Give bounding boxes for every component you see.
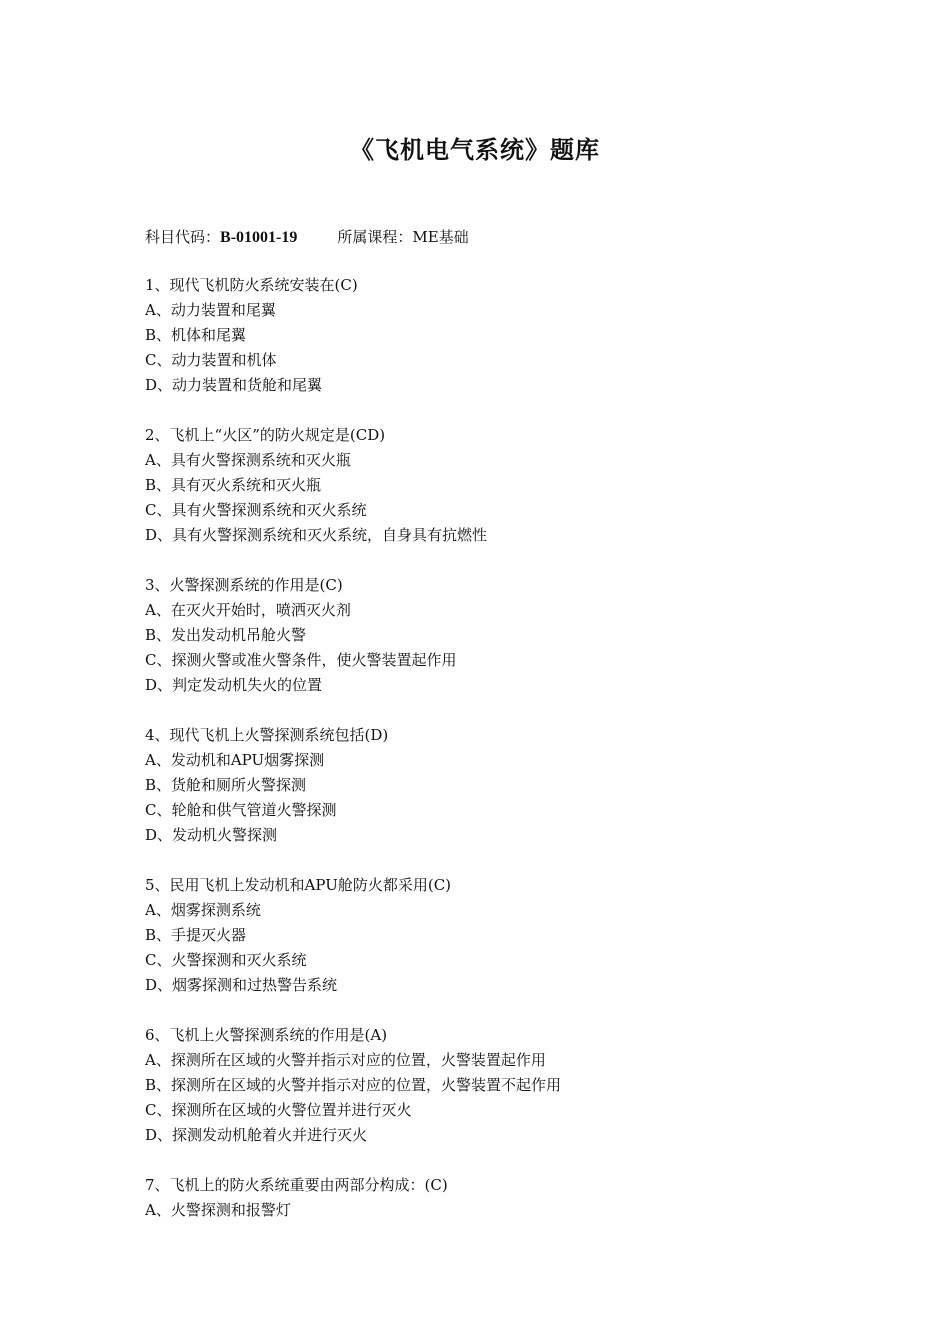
answer-option: A、发动机和APU烟雾探测 (145, 751, 325, 769)
answer-option: A、在灭火开始时，喷洒灭火剂 (145, 601, 351, 619)
answer-option: C、探测所在区域的火警位置并进行灭火 (145, 1101, 412, 1119)
answer-option: B、发出发动机吊舱火警 (145, 626, 307, 644)
subject-code-value: B-01001-19 (220, 229, 298, 246)
answer-option: C、探测火警或准火警条件，使火警装置起作用 (145, 651, 457, 669)
course-label: 所属课程： (337, 228, 413, 246)
question-item (145, 1023, 845, 1148)
question-stem: 5、民用飞机上发动机和APU舱防火都采用(C) (145, 876, 452, 894)
answer-option: B、货舱和厕所火警探测 (145, 776, 307, 794)
answer-option: A、动力装置和尾翼 (145, 301, 276, 319)
answer-option: C、具有火警探测系统和灭火系统 (145, 501, 367, 519)
answer-option: B、手提灭火器 (145, 926, 247, 944)
answer-option: D、探测发动机舱着火并进行灭火 (145, 1126, 368, 1144)
question-item (145, 273, 845, 398)
question-stem: 3、火警探测系统的作用是(C) (145, 576, 343, 594)
question-stem: 7、飞机上的防火系统重要由两部分构成：(C) (145, 1176, 448, 1194)
question-item (145, 873, 845, 998)
question-item (145, 723, 845, 848)
answer-option: B、机体和尾翼 (145, 326, 247, 344)
question-list (145, 273, 845, 1248)
answer-option: D、发动机火警探测 (145, 826, 278, 844)
answer-option: A、具有火警探测系统和灭火瓶 (145, 451, 351, 469)
question-item (145, 1173, 845, 1223)
subject-code-label: 科目代码： (145, 228, 221, 246)
course-value: ME基础 (412, 228, 469, 246)
answer-option: D、判定发动机失火的位置 (145, 676, 323, 694)
answer-option: C、轮舱和供气管道火警探测 (145, 801, 337, 819)
answer-option: A、探测所在区域的火警并指示对应的位置，火警装置起作用 (145, 1051, 546, 1069)
answer-option: C、动力装置和机体 (145, 351, 277, 369)
answer-option: D、动力装置和货舱和尾翼 (145, 376, 323, 394)
answer-option: B、具有灭火系统和灭火瓶 (145, 476, 322, 494)
answer-option: D、烟雾探测和过热警告系统 (145, 976, 338, 994)
answer-option: D、具有火警探测系统和灭火系统，自身具有抗燃性 (145, 526, 488, 544)
question-stem: 6、飞机上火警探测系统的作用是(A) (145, 1026, 388, 1044)
document-meta (145, 225, 469, 250)
document-title: 《飞机电气系统》题库 (350, 135, 600, 164)
question-item (145, 573, 845, 698)
answer-option: C、火警探测和灭火系统 (145, 951, 307, 969)
answer-option: A、烟雾探测系统 (145, 901, 261, 919)
question-stem: 4、现代飞机上火警探测系统包括(D) (145, 726, 389, 744)
question-stem: 2、飞机上“火区”的防火规定是(CD) (145, 426, 386, 444)
question-stem: 1、现代飞机防火系统安装在(C) (145, 276, 358, 294)
question-item (145, 423, 845, 548)
answer-option: B、探测所在区域的火警并指示对应的位置，火警装置不起作用 (145, 1076, 562, 1094)
answer-option: A、火警探测和报警灯 (145, 1201, 291, 1219)
